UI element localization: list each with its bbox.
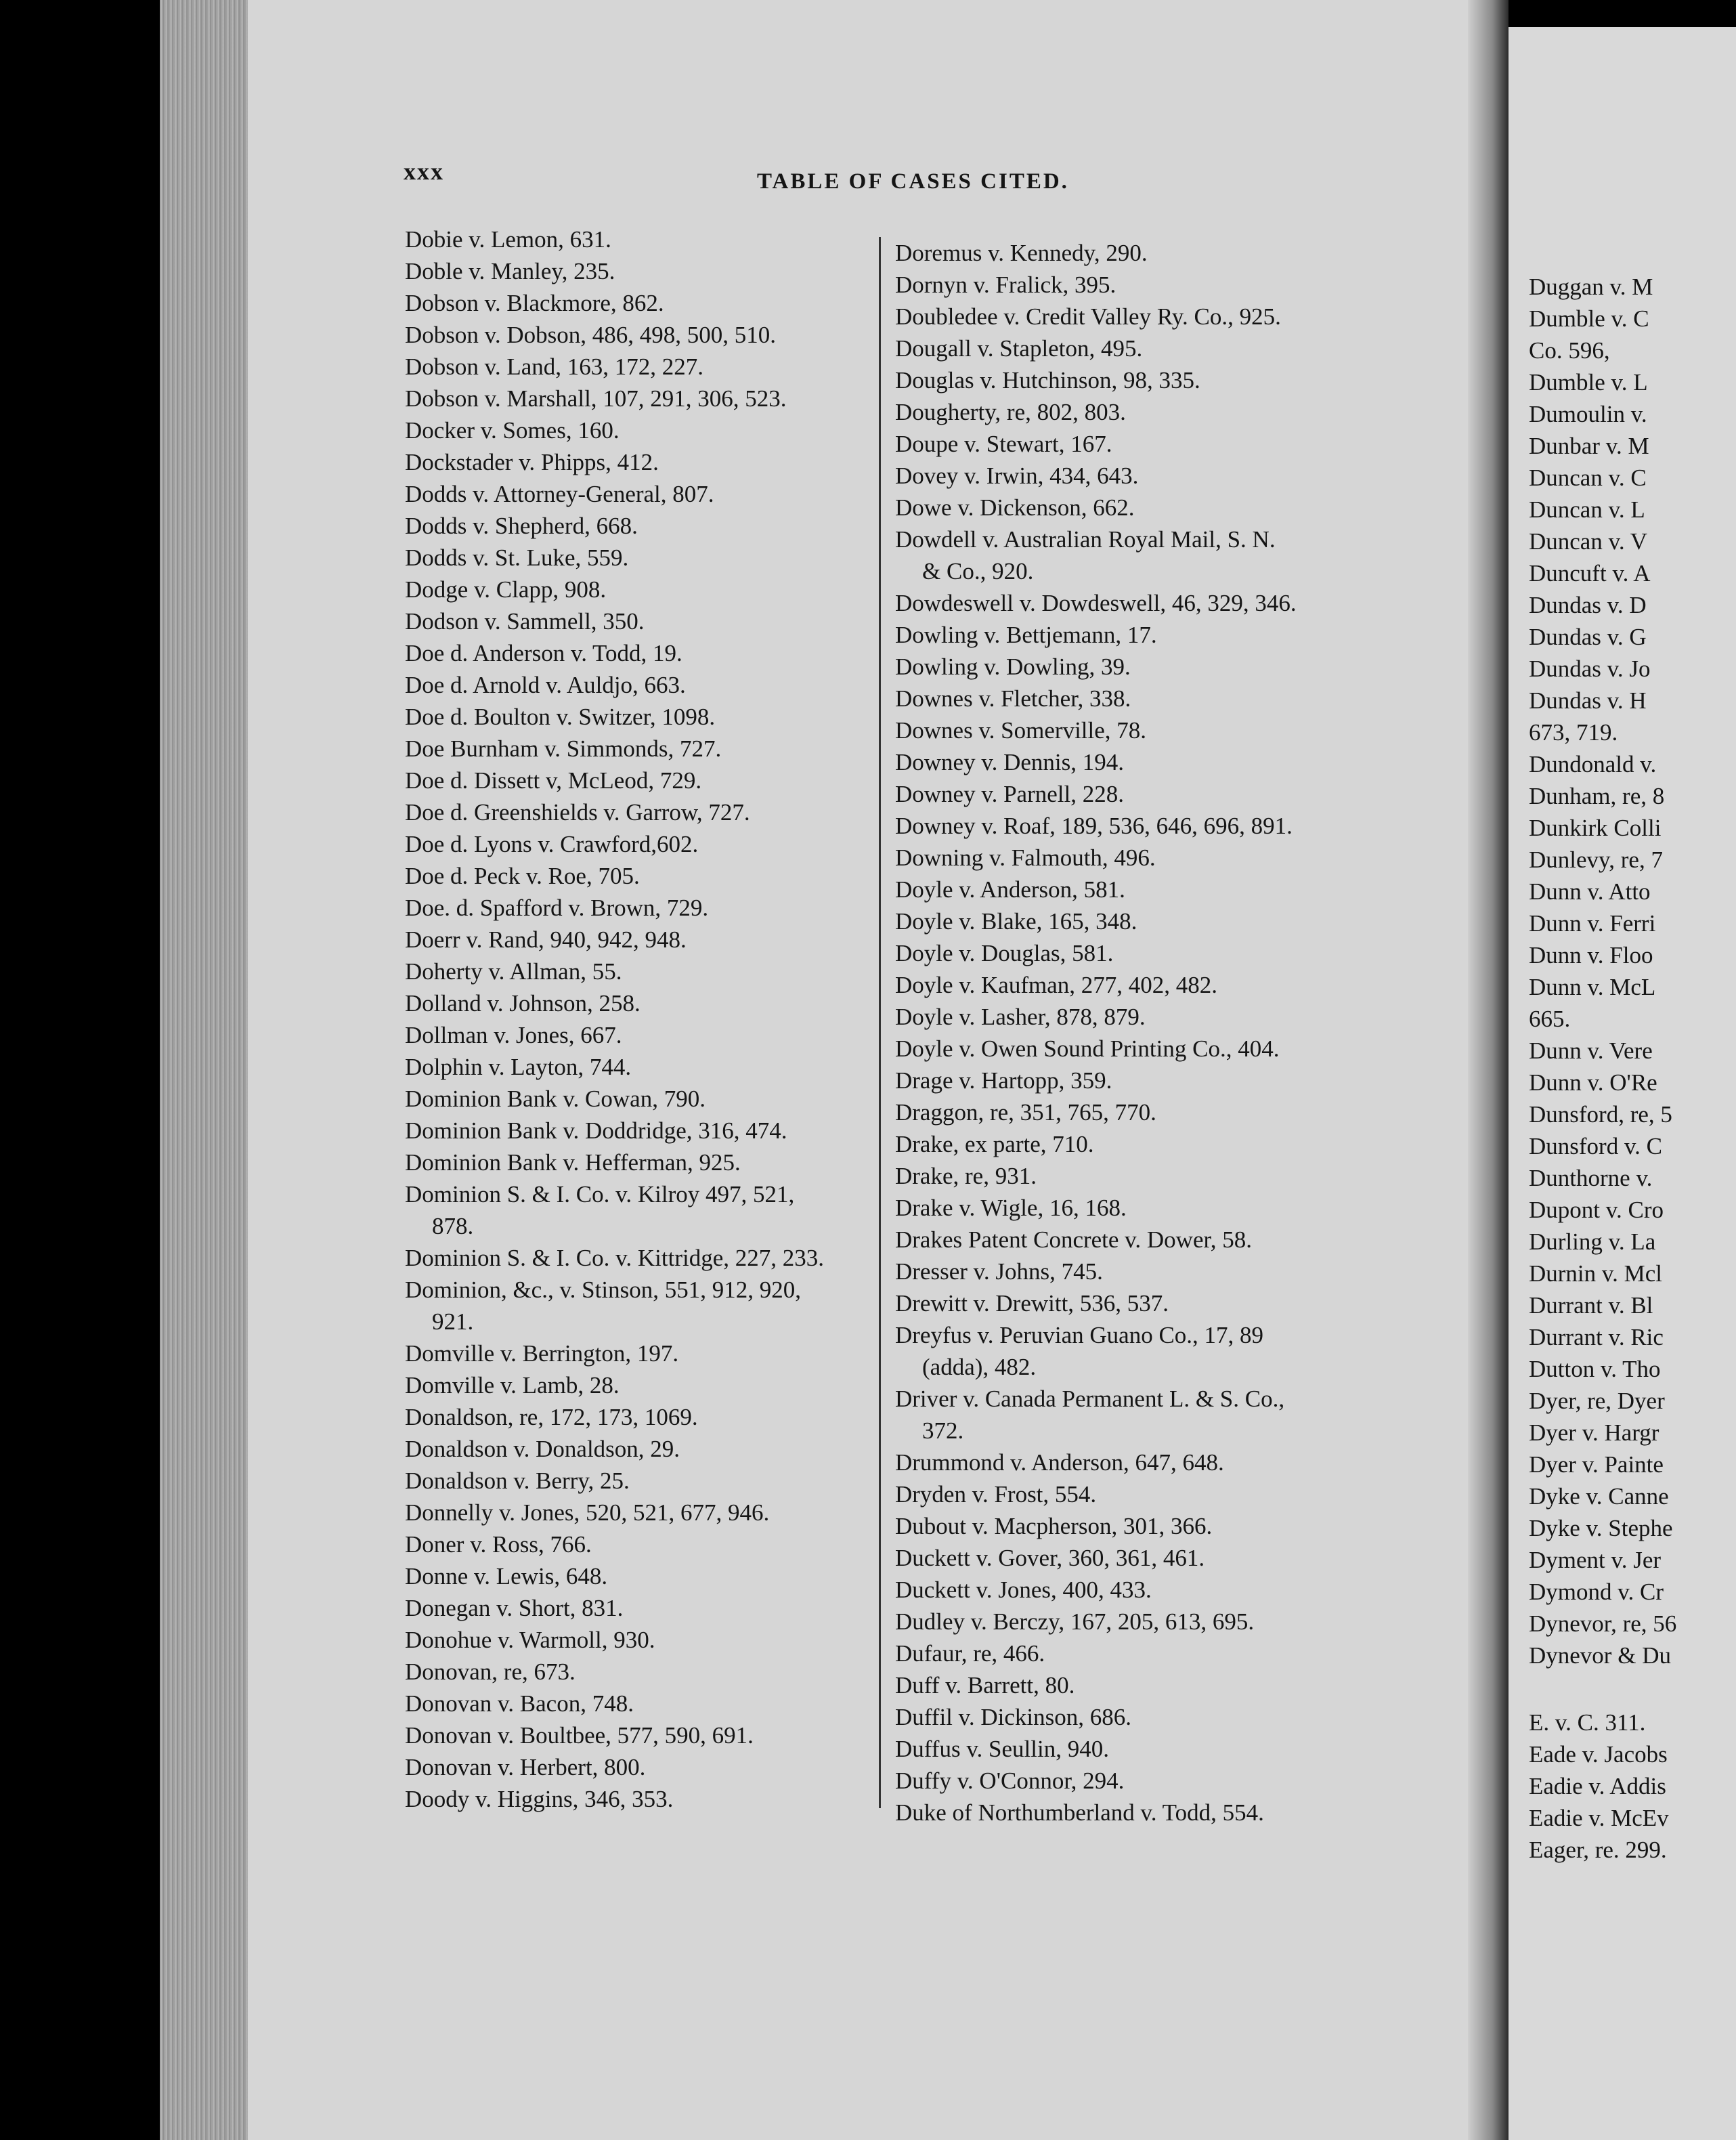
case-entry: Dodds v. St. Luke, 559. bbox=[405, 544, 629, 571]
case-entry: Dreyfus v. Peruvian Guano Co., 17, 89 bbox=[895, 1322, 1264, 1348]
case-entry: Dunthorne v. bbox=[1529, 1165, 1653, 1191]
facing-page-e-entries bbox=[1529, 1707, 1736, 1866]
case-entry: Dunn v. McL bbox=[1529, 974, 1656, 1000]
case-entry: Doyle v. Kaufman, 277, 402, 482. bbox=[895, 972, 1217, 998]
case-entry: Donne v. Lewis, 648. bbox=[405, 1563, 608, 1589]
case-entry: Doody v. Higgins, 346, 353. bbox=[405, 1786, 674, 1812]
case-entry: Duckett v. Jones, 400, 433. bbox=[895, 1577, 1152, 1603]
right-column bbox=[895, 237, 1437, 1828]
case-entry: Duffil v. Dickinson, 686. bbox=[895, 1704, 1132, 1730]
case-entry: Dumoulin v. bbox=[1529, 401, 1647, 427]
case-entry: Doubledee v. Credit Valley Ry. Co., 925. bbox=[895, 303, 1281, 330]
case-entry: Dunlevy, re, 7 bbox=[1529, 847, 1663, 873]
case-entry: Doe d. Boulton v. Switzer, 1098. bbox=[405, 704, 716, 730]
case-entry: Dunn v. Vere bbox=[1529, 1037, 1653, 1064]
case-entry-continuation: (adda), 482. bbox=[922, 1354, 1037, 1380]
case-entry: Doe. d. Spafford v. Brown, 729. bbox=[405, 895, 709, 921]
case-entry: Dodge v. Clapp, 908. bbox=[405, 576, 607, 603]
case-entry: Doner v. Ross, 766. bbox=[405, 1531, 592, 1558]
case-entry: Eadie v. McEv bbox=[1529, 1805, 1669, 1831]
case-entry: Dundas v. D bbox=[1529, 592, 1647, 618]
case-entry: Dunn v. Floo bbox=[1529, 942, 1653, 968]
case-entry: Dunn v. O'Re bbox=[1529, 1069, 1657, 1096]
case-entry: Douglas v. Hutchinson, 98, 335. bbox=[895, 367, 1200, 393]
case-entry: Dowdell v. Australian Royal Mail, S. N. bbox=[895, 526, 1276, 553]
case-entry: Dowdeswell v. Dowdeswell, 46, 329, 346. bbox=[895, 590, 1297, 616]
case-entry: Dumble v. C bbox=[1529, 305, 1649, 332]
case-entry: Doble v. Manley, 235. bbox=[405, 258, 615, 284]
case-entry: Driver v. Canada Permanent L. & S. Co., bbox=[895, 1386, 1285, 1412]
case-entry: Drummond v. Anderson, 647, 648. bbox=[895, 1449, 1224, 1476]
case-entry: Drake, re, 931. bbox=[895, 1163, 1037, 1189]
case-entry: Duncan v. V bbox=[1529, 528, 1647, 555]
case-entry: Duffus v. Seullin, 940. bbox=[895, 1736, 1109, 1762]
case-entry: E. v. C. 311. bbox=[1529, 1709, 1646, 1736]
case-entry: Downes v. Somerville, 78. bbox=[895, 717, 1147, 744]
case-entry: Dollman v. Jones, 667. bbox=[405, 1022, 622, 1048]
case-entry: Dovey v. Irwin, 434, 643. bbox=[895, 463, 1139, 489]
case-entry: Docker v. Somes, 160. bbox=[405, 417, 620, 444]
case-entry: Draggon, re, 351, 765, 770. bbox=[895, 1099, 1156, 1126]
case-entry: Dolland v. Johnson, 258. bbox=[405, 990, 641, 1016]
book-spine bbox=[1468, 0, 1509, 2140]
case-entry: Donaldson, re, 172, 173, 1069. bbox=[405, 1404, 698, 1430]
case-entry: 665. bbox=[1529, 1006, 1571, 1032]
case-entry: Dockstader v. Phipps, 412. bbox=[405, 449, 659, 475]
case-entry: Dunn v. Atto bbox=[1529, 878, 1651, 905]
case-entry: Downing v. Falmouth, 496. bbox=[895, 844, 1156, 871]
case-entry: Duggan v. M bbox=[1529, 274, 1653, 300]
page-title: TABLE OF CASES CITED. bbox=[757, 169, 1069, 194]
case-entry: Doyle v. Lasher, 878, 879. bbox=[895, 1004, 1146, 1030]
case-entry: Doe d. Anderson v. Todd, 19. bbox=[405, 640, 682, 666]
case-entry: Dominion, &c., v. Stinson, 551, 912, 920, bbox=[405, 1277, 801, 1303]
case-entry: Dornyn v. Fralick, 395. bbox=[895, 272, 1116, 298]
case-entry: Drewitt v. Drewitt, 536, 537. bbox=[895, 1290, 1169, 1317]
case-entry: Downey v. Dennis, 194. bbox=[895, 749, 1124, 775]
case-entry-continuation: & Co., 920. bbox=[922, 558, 1034, 584]
case-entry: Dunsford v. C bbox=[1529, 1133, 1663, 1159]
case-entry: Eade v. Jacobs bbox=[1529, 1741, 1668, 1768]
case-entry: 673, 719. bbox=[1529, 719, 1618, 746]
case-entry: Donegan v. Short, 831. bbox=[405, 1595, 624, 1621]
case-entry: Dougall v. Stapleton, 495. bbox=[895, 335, 1143, 362]
case-entry: Eadie v. Addis bbox=[1529, 1773, 1666, 1799]
page-stack-edge bbox=[160, 0, 248, 2140]
case-entry: Dundas v. Jo bbox=[1529, 656, 1651, 682]
case-entry: Duke of Northumberland v. Todd, 554. bbox=[895, 1799, 1264, 1826]
case-entry: Downey v. Parnell, 228. bbox=[895, 781, 1124, 807]
case-entry: Drage v. Hartopp, 359. bbox=[895, 1067, 1112, 1094]
case-entry: Duncuft v. A bbox=[1529, 560, 1651, 586]
case-entry: Dominion S. & I. Co. v. Kilroy 497, 521, bbox=[405, 1181, 795, 1207]
case-entry: Doyle v. Owen Sound Printing Co., 404. bbox=[895, 1035, 1280, 1062]
case-entry: Dominion Bank v. Cowan, 790. bbox=[405, 1086, 706, 1112]
case-entry: Duffy v. O'Connor, 294. bbox=[895, 1768, 1125, 1794]
case-entry: Dobson v. Land, 163, 172, 227. bbox=[405, 354, 704, 380]
case-entry: Dyke v. Canne bbox=[1529, 1483, 1669, 1510]
case-entry: Donohue v. Warmoll, 930. bbox=[405, 1627, 655, 1653]
case-entry: Donovan v. Herbert, 800. bbox=[405, 1754, 646, 1780]
case-entry: Dupont v. Cro bbox=[1529, 1197, 1664, 1223]
case-entry: Doyle v. Anderson, 581. bbox=[895, 876, 1125, 903]
case-entry: Durling v. La bbox=[1529, 1228, 1656, 1255]
case-entry: Doe d. Arnold v. Auldjo, 663. bbox=[405, 672, 686, 698]
case-entry: Co. 596, bbox=[1529, 337, 1610, 364]
case-entry: Dyment v. Jer bbox=[1529, 1547, 1662, 1573]
case-entry: Donovan v. Bacon, 748. bbox=[405, 1690, 634, 1717]
case-entry: Doyle v. Douglas, 581. bbox=[895, 940, 1114, 966]
case-entry: Duncan v. L bbox=[1529, 496, 1645, 523]
facing-page-column bbox=[1529, 271, 1736, 1671]
case-entry: Dundonald v. bbox=[1529, 751, 1657, 777]
facing-page bbox=[1509, 27, 1736, 2140]
case-entry: Dodds v. Attorney-General, 807. bbox=[405, 481, 714, 507]
case-entry: Donovan, re, 673. bbox=[405, 1658, 576, 1685]
case-entry: Doerr v. Rand, 940, 942, 948. bbox=[405, 926, 687, 953]
case-entry: Dowe v. Dickenson, 662. bbox=[895, 494, 1135, 521]
case-entry: Dryden v. Frost, 554. bbox=[895, 1481, 1097, 1507]
case-entry: Duff v. Barrett, 80. bbox=[895, 1672, 1075, 1698]
case-entry: Doherty v. Allman, 55. bbox=[405, 958, 622, 985]
case-entry: Dunbar v. M bbox=[1529, 433, 1649, 459]
case-entry: Dunham, re, 8 bbox=[1529, 783, 1665, 809]
case-entry-continuation: 372. bbox=[922, 1417, 964, 1444]
case-entry: Dufaur, re, 466. bbox=[895, 1640, 1045, 1667]
case-entry: Dumble v. L bbox=[1529, 369, 1648, 395]
case-entry: Doe d. Greenshields v. Garrow, 727. bbox=[405, 799, 750, 826]
case-entry: Dyer v. Hargr bbox=[1529, 1419, 1659, 1446]
case-entry: Dobson v. Marshall, 107, 291, 306, 523. bbox=[405, 385, 787, 412]
case-entry: Dutton v. Tho bbox=[1529, 1356, 1661, 1382]
case-entry: Donaldson v. Donaldson, 29. bbox=[405, 1436, 680, 1462]
case-entry: Domville v. Berrington, 197. bbox=[405, 1340, 679, 1367]
case-entry: Dougherty, re, 802, 803. bbox=[895, 399, 1126, 425]
case-entry: Doremus v. Kennedy, 290. bbox=[895, 240, 1148, 266]
case-entry: Dunsford, re, 5 bbox=[1529, 1101, 1672, 1128]
case-entry: Dobie v. Lemon, 631. bbox=[405, 226, 611, 253]
case-entry: Donovan v. Boultbee, 577, 590, 691. bbox=[405, 1722, 754, 1749]
case-entry: Durrant v. Ric bbox=[1529, 1324, 1664, 1350]
case-entry: Dominion Bank v. Doddridge, 316, 474. bbox=[405, 1117, 787, 1144]
case-entry: Drake v. Wigle, 16, 168. bbox=[895, 1195, 1127, 1221]
column-divider bbox=[879, 237, 881, 1808]
case-entry: Dominion Bank v. Hefferman, 925. bbox=[405, 1149, 741, 1176]
case-entry: Dynevor, re, 56 bbox=[1529, 1610, 1677, 1637]
case-entry: Dudley v. Berczy, 167, 205, 613, 695. bbox=[895, 1608, 1255, 1635]
page-number: xxx bbox=[404, 158, 444, 185]
case-entry: Eager, re. 299. bbox=[1529, 1837, 1667, 1863]
case-entry: Doe d. Dissett v, McLeod, 729. bbox=[405, 767, 702, 794]
case-entry: Dynevor & Du bbox=[1529, 1642, 1671, 1669]
case-entry: Dobson v. Dobson, 486, 498, 500, 510. bbox=[405, 322, 777, 348]
case-entry: Dyer, re, Dyer bbox=[1529, 1388, 1665, 1414]
case-entry: Dowling v. Dowling, 39. bbox=[895, 654, 1131, 680]
case-entry: Dundas v. G bbox=[1529, 624, 1647, 650]
case-entry: Dubout v. Macpherson, 301, 366. bbox=[895, 1513, 1213, 1539]
case-entry: Donaldson v. Berry, 25. bbox=[405, 1468, 630, 1494]
case-entry: Downey v. Roaf, 189, 536, 646, 696, 891. bbox=[895, 813, 1293, 839]
case-entry: Dresser v. Johns, 745. bbox=[895, 1258, 1103, 1285]
case-entry: Doe d. Peck v. Roe, 705. bbox=[405, 863, 640, 889]
case-entry: Dodson v. Sammell, 350. bbox=[405, 608, 645, 635]
case-entry: Downes v. Fletcher, 338. bbox=[895, 685, 1131, 712]
case-entry: Donnelly v. Jones, 520, 521, 677, 946. bbox=[405, 1499, 770, 1526]
case-entry: Doyle v. Blake, 165, 348. bbox=[895, 908, 1137, 935]
case-entry: Durrant v. Bl bbox=[1529, 1292, 1653, 1319]
left-column bbox=[405, 223, 879, 1815]
case-entry-continuation: 921. bbox=[432, 1308, 474, 1335]
case-entry: Durnin v. Mcl bbox=[1529, 1260, 1663, 1287]
case-entry: Dyke v. Stephe bbox=[1529, 1515, 1673, 1541]
case-entry: Dobson v. Blackmore, 862. bbox=[405, 290, 664, 316]
case-entry: Drake, ex parte, 710. bbox=[895, 1131, 1094, 1157]
case-entry: Drakes Patent Concrete v. Dower, 58. bbox=[895, 1226, 1252, 1253]
case-entry-continuation: 878. bbox=[432, 1213, 474, 1239]
case-entry: Dyer v. Painte bbox=[1529, 1451, 1664, 1478]
case-entry: Dodds v. Shepherd, 668. bbox=[405, 513, 638, 539]
case-entry: Dominion S. & I. Co. v. Kittridge, 227, 233. bbox=[405, 1245, 824, 1271]
case-entry: Duncan v. C bbox=[1529, 465, 1647, 491]
case-entry: Doupe v. Stewart, 167. bbox=[895, 431, 1112, 457]
case-entry: Doe d. Lyons v. Crawford,602. bbox=[405, 831, 699, 857]
case-entry: Dymond v. Cr bbox=[1529, 1579, 1664, 1605]
case-entry: Dolphin v. Layton, 744. bbox=[405, 1054, 632, 1080]
case-entry: Dowling v. Bettjemann, 17. bbox=[895, 622, 1157, 648]
case-entry: Dunn v. Ferri bbox=[1529, 910, 1656, 937]
case-entry: Doe Burnham v. Simmonds, 727. bbox=[405, 735, 722, 762]
case-entry: Dundas v. H bbox=[1529, 687, 1647, 714]
case-entry: Dunkirk Colli bbox=[1529, 815, 1662, 841]
case-entry: Duckett v. Gover, 360, 361, 461. bbox=[895, 1545, 1205, 1571]
case-entry: Domville v. Lamb, 28. bbox=[405, 1372, 620, 1398]
